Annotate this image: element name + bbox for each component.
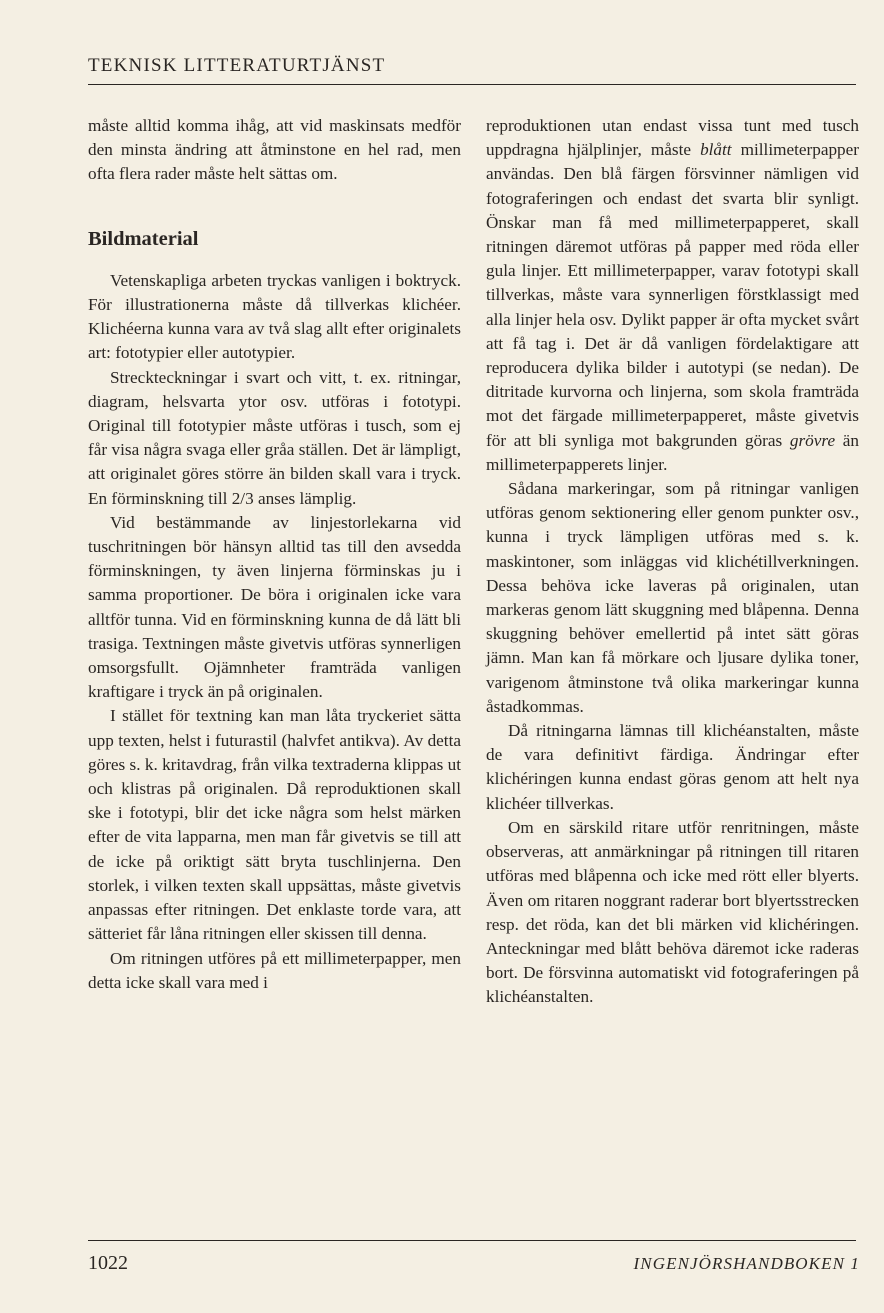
left-column bbox=[88, 114, 461, 995]
header-rule bbox=[88, 84, 856, 85]
page-number: 1022 bbox=[88, 1252, 128, 1274]
paragraph: Streckteckningar i svart och vitt, t. ex. ritningar, diagram, helsvarta ytor osv. utföras i fototypi. Original till fototypier måste utföras i tusch, som ej får visa några svaga eller gråa ställen. Det är lämpligt, att originalet göres större än bilden skall vara i tryck. En förminskning till 2/3 anses lämplig. bbox=[88, 367, 461, 508]
section-heading: Bildmaterial bbox=[88, 227, 199, 250]
paragraph-continuation: måste alltid komma ihåg, att vid maskinsats medför den minsta ändring att åtminstone en hel rad, men ofta flera rader måste helt sättas om. bbox=[88, 116, 461, 184]
paragraph-continuation bbox=[486, 114, 859, 477]
text-run: millimeterpapper användas. Den blå färgen försvinner nämligen vid fotograferingen och endast det svarta blir synligt. Önskar man få med millimeterpapperet, skall ritningen däremot utföras på papper med röda eller gula linjer. Ett millimeterpapper, varav fototypi skall tillverkas, måste vara synnerligen förstklassigt med alla linjer hela osv. Dylikt papper är ofta mycket svårt att få tag i. Det är då vanligen fördelaktigare att reproducera dylika bilder i autotypi (se nedan). De ditritade kurvorna och linjerna, som skola framträda mot det färgade millimeterpapperet, måste givetvis för att bli synliga mot bakgrunden göras bbox=[486, 140, 859, 450]
paragraph: Sådana markeringar, som på ritningar vanligen utföras genom sektionering eller genom punkter osv., kunna i tryck lämpligen utföras med s. k. maskintoner, som inläggas vid klichétillverkningen. Dessa behöva icke laveras på originalen, utan markeras genom lätt skuggning med blåpenna. Denna skuggning behöver emellertid på intet sätt göras jämn. Man kan få mörkare och ljusare dylika toner, varigenom åtminstone två olika markeringar kunna åstadkommas. bbox=[486, 479, 859, 716]
text-run: reproduktionen utan endast vissa tunt med tusch uppdragna hjälplinjer, måste bbox=[486, 116, 859, 160]
paragraph: I stället för textning kan man låta tryckeriet sätta upp texten, helst i futurastil (halvfet antikva). Av detta göres s. k. kritavdrag, från vilka textraderna klippas ut och klistras på originalen. Då reproduktionen skall ske i fototypi, blir det icke några som helst märken efter de vita lapparna, men man får givetvis se till att de icke på oriktigt sätt bryta tuschlinjerna. Den storlek, i vilken texten skall uppsättas, måste givetvis anpassas efter ritningen. Det enklaste torde vara, att sätteriet får låna ritningen eller skissen till denna. bbox=[88, 706, 461, 944]
right-column bbox=[486, 114, 859, 1010]
text-run: än millimeterpapperets linjer. bbox=[486, 430, 859, 474]
running-header: TEKNISK LITTERATURTJÄNST bbox=[88, 55, 386, 76]
paragraph: Om en särskild ritare utför renritningen, måste observeras, att anmärkningar på ritningen till ritaren utföras med blåpenna och icke med rött eller blyerts. Även om ritaren noggrant raderar bort blyertsstrecken resp. det röda, kan det bli märken vid klichéringen. Anteckningar med blått behöva däremot icke raderas bort. De försvinna automatiskt vid fotograferingen på klichéanstalten. bbox=[486, 817, 859, 1007]
emphasis-coarser: grövre bbox=[789, 430, 836, 450]
paragraph: Då ritningarna lämnas till klichéanstalten, måste de vara definitivt färdiga. Ändringar efter klichéringen kunna endast göras genom att helt nya klichéer tillverkas. bbox=[486, 721, 859, 813]
paragraph: Vid bestämmande av linjestorlekarna vid tuschritningen bör hänsyn alltid tas till den avsedda förminskningen, ty även linjerna förminskas ju i samma proportioner. De böra i originalen icke vara alltför tunna. Vid en förminskning kunna de då lätt bli trasiga. Textningen måste givetvis utföras synnerligen omsorgsfullt. Ojämnheter framträda vanligen kraftigare i tryck än på originalen. bbox=[88, 512, 461, 702]
footer-rule bbox=[88, 1240, 856, 1241]
emphasis-blue: blått bbox=[700, 140, 732, 160]
paragraph: Vetenskapliga arbeten tryckas vanligen i boktryck. För illustrationerna måste då tillverkas klichéer. Klichéerna kunna vara av två slag allt efter originalets art: fototypier eller autotypier. bbox=[88, 270, 461, 363]
book-title: INGENJÖRSHANDBOKEN 1 bbox=[633, 1254, 860, 1273]
paragraph: Om ritningen utföres på ett millimeterpapper, men detta icke skall vara med i bbox=[88, 948, 461, 992]
